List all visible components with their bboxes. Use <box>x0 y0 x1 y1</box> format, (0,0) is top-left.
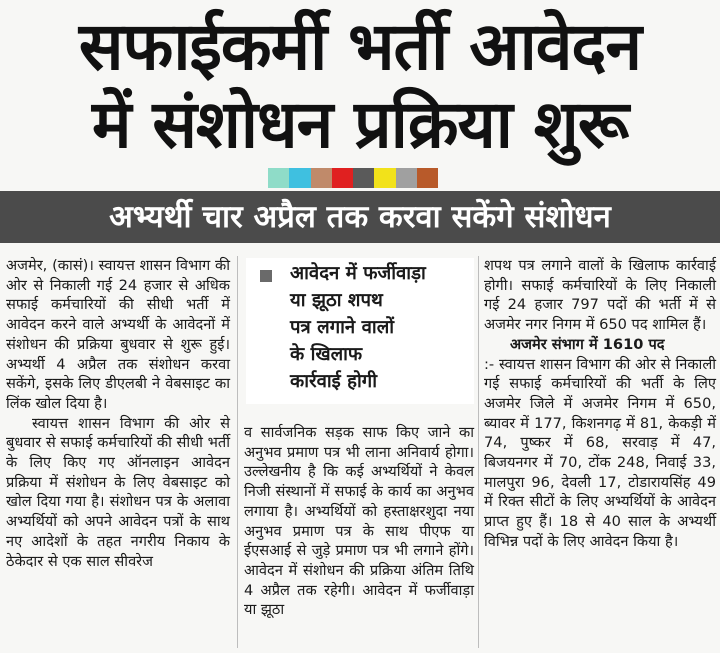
article-paragraph: शपथ पत्र लगाने वालों के खिलाफ कार्रवाई होगी। सफाई कर्मचारियों के लिए निकाली गई 24 हजार 797 पदों की भर्ती में से अजमेर नगर निगम में 650 पद शामिल हैं। <box>484 257 716 334</box>
subheadline: अभ्यर्थी चार अप्रैल तक करवा सकेंगे संशोधन <box>109 199 611 235</box>
article-paragraph: व सार्वजनिक सड़क साफ किए जाने का अनुभव प्रमाण पत्र भी लाना अनिवार्य होगा। उल्लेखनीय है कि कई अभ्यर्थियों ने केवल निजी संस्थानों में सफाई के कार्य का अनुभव लगाया है। अभ्यर्थियों को हस्ताक्षरशुदा नया अनुभव प्रमाण पत्र के साथ पीएफ या ईएसआई से जुड़े प्रमाण पत्र भी लगाने होंगे। आवेदन में संशोधन की प्रक्रिया अंतिम तिथि 4 अप्रैल तक रहेगी। आवेदन में फर्जीवाड़ा या झूठा <box>244 424 474 619</box>
pull-quote-line: के खिलाफ <box>290 344 363 365</box>
strip-swatch <box>374 168 395 188</box>
pull-quote-line: कार्रवाई होगी <box>290 371 377 392</box>
article-column-1 <box>6 256 230 571</box>
article-paragraph: अजमेर, (कासं)। स्वायत्त शासन विभाग की ओर से निकाली गई 24 हजार से अधिक सफाई कर्मचारियों की सीधी भर्ती में आवेदन करने वाले अभ्यर्थी के आवेदनों में संशोधन की प्रक्रिया बुधवार से शुरू हुई। अभ्यर्थी 4 अप्रैल तक संशोधन करवा सकेंगे, इसके लिए डीएलबी ने वेबसाइट का लिंक खोल दिया है। <box>6 257 230 412</box>
pull-quote-line: आवेदन में फर्जीवाड़ा <box>290 263 426 284</box>
strip-swatch <box>289 168 310 188</box>
pull-quote-line: पत्र लगाने वालों <box>290 317 395 338</box>
subheadline-bar <box>0 191 720 243</box>
article-column-3 <box>484 256 716 552</box>
strip-swatch <box>396 168 417 188</box>
pull-quote-line: या झूठा शपथ <box>290 290 383 311</box>
pull-quote-text <box>290 260 474 395</box>
strip-swatch <box>268 168 289 188</box>
strip-swatch <box>353 168 374 188</box>
article-paragraph: स्वायत्त शासन विभाग की ओर से बुधवार से सफाई कर्मचारियों की सीधी भर्ती के लिए किए गए ऑनलाइन आवेदन प्रक्रिया में संशोधन के लिए वेबसाइट को खोल दिया गया है। संशोधन पत्र के अलावा अभ्यर्थियों को अपने आवेदन पत्रों के साथ नए आदेशों के तहत नगरीय निकाय के ठेकेदार से एक साल सीवरेज <box>6 414 230 570</box>
square-bullet-icon <box>260 270 272 282</box>
article-subheading: अजमेर संभाग में 1610 पद <box>510 335 665 353</box>
article-paragraph: :- स्वायत्त शासन विभाग की ओर से निकाली गई सफाई कर्मचारियों की भर्ती के लिए अजमेर जिले में अजमेर निगम में 650, ब्यावर में 177, किशनगढ़ में 81, केकड़ी में 74, पुष्कर में 68, सरवाड़ में 47, बिजयनगर में 70, टोंक 248, निवाई 33, मालपुरा 96, देवली 17, टोडारायसिंह 49 में रिक्त सीटों के लिए अभ्यर्थियों के आवेदन प्राप्त हुए हैं। 18 से 40 साल के अभ्यर्थी विभिन्न पदों के लिए आवेदन किया है। <box>484 355 716 550</box>
strip-swatch <box>417 168 438 188</box>
color-strip <box>268 168 438 188</box>
pull-quote <box>246 258 474 404</box>
column-divider <box>478 256 479 648</box>
headline-line-2: में संशोधन प्रक्रिया शुरू <box>91 86 629 163</box>
headline <box>0 8 720 164</box>
strip-swatch <box>332 168 353 188</box>
strip-swatch <box>311 168 332 188</box>
headline-line-1: सफाईकर्मी भर्ती आवेदन <box>78 8 642 85</box>
article-column-2 <box>244 423 474 620</box>
column-divider <box>237 256 238 648</box>
